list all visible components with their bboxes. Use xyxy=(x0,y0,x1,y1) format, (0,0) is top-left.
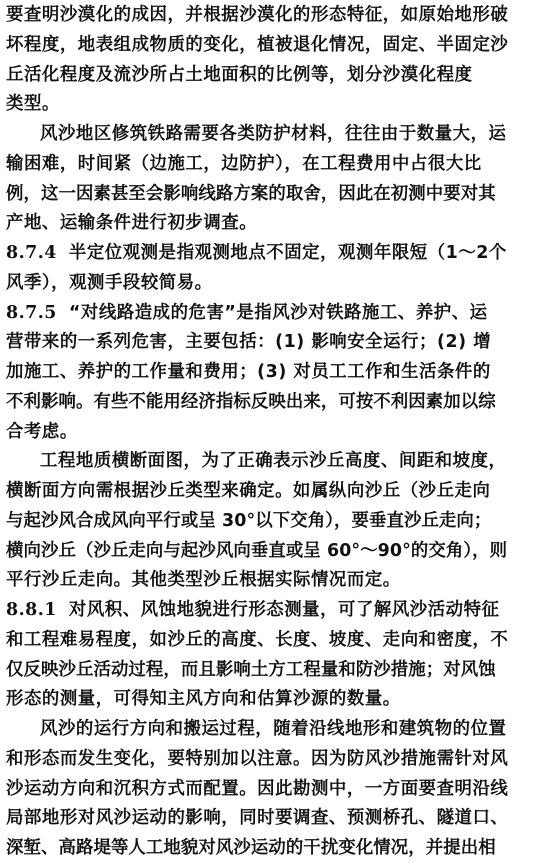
text-line: 横断面方向需根据沙丘类型来确定。如属纵向沙丘（沙丘走向 xyxy=(6,481,491,501)
text-line: 工程地质横断面图，为了正确表示沙丘高度、间距和坡度， xyxy=(40,451,507,471)
text-line: 合考虑。 xyxy=(6,422,78,442)
section-number: 8.7.5 xyxy=(6,303,57,323)
text-line: 与起沙风合成风向平行或呈 30°以下交角），要垂直沙丘走向； xyxy=(6,511,492,531)
section-line: 8.8.1 对风积、风蚀地貌进行形态测量，可了解风沙活动特征 xyxy=(6,600,500,620)
text-line: 和工程难易程度，如沙丘的高度、长度、坡度、走向和密度，不 xyxy=(6,630,509,650)
text-line: 横向沙丘（沙丘走向与起沙风向垂直或呈 60°～90°的交角），则 xyxy=(6,541,508,561)
document-page xyxy=(6,0,544,858)
section-number: 8.7.4 xyxy=(6,243,57,263)
text-line: 风季），观测手段较简易。 xyxy=(6,273,213,293)
text-line: 平行沙丘走向。其他类型沙丘根据实际情况而定。 xyxy=(6,570,401,590)
text-line: 输困难，时间紧（边施工，边防护），在工程费用中占很大比 xyxy=(6,154,482,174)
text-line: 丘活化程度及流沙所占土地面积的比例等，划分沙漠化程度 xyxy=(6,65,473,85)
text-line: 加施工、养护的工作量和费用；(3) 对员工工作和生活条件的 xyxy=(6,362,491,382)
text-line: 不利影响。有些不能用经济指标反映出来，可按不利因素加以综 xyxy=(6,392,496,412)
text-line: 类型。 xyxy=(6,94,60,114)
text-line: 例，这一因素甚至会影响线路方案的取舍，因此在初测中要对其 xyxy=(6,184,496,204)
text-line: 风沙地区修筑铁路需要各类防护材料，往往由于数量大，运 xyxy=(40,124,507,144)
section-number: 8.8.1 xyxy=(6,600,57,620)
text-line: 局部地形对风沙运动的影响，同时要调查、预测桥孔、隧道口、 xyxy=(6,808,509,828)
section-line: 8.7.5 “对线路造成的危害”是指风沙对铁路施工、养护、运 xyxy=(6,303,488,323)
section-line: 8.7.4 半定位观测是指观测地点不固定，观测年限短（1～2个 xyxy=(6,243,507,263)
text-line: 要查明沙漠化的成因，并根据沙漠化的形态特征，如原始地形破 xyxy=(6,5,509,25)
text-line: 沙运动方向和沉积方式而配置。因此勘测中，一方面要查明沿线 xyxy=(6,779,509,799)
text-line: 深堑、高路堤等人工地貌对风沙运动的干扰变化情况，并提出相 xyxy=(6,838,496,858)
text-line: 形态的测量，可得知主风方向和估算沙源的数量。 xyxy=(6,689,401,709)
text-line: 和形态而发生变化，要特别加以注意。因为防风沙措施需针对风 xyxy=(6,749,509,769)
text-line: 仅反映沙丘活动过程，而且影响土方工程量和防沙措施；对风蚀 xyxy=(6,660,496,680)
text-line: 坏程度，地表组成物质的变化，植被退化情况，固定、半固定沙 xyxy=(6,35,509,55)
text-line: 营带来的一系列危害，主要包括：(1) 影响安全运行；(2) 增 xyxy=(6,332,492,352)
text-line: 产地、运输条件进行初步调查。 xyxy=(6,213,258,233)
text-line: 风沙的运行方向和搬运过程，随着沿线地形和建筑物的位置 xyxy=(40,719,507,739)
